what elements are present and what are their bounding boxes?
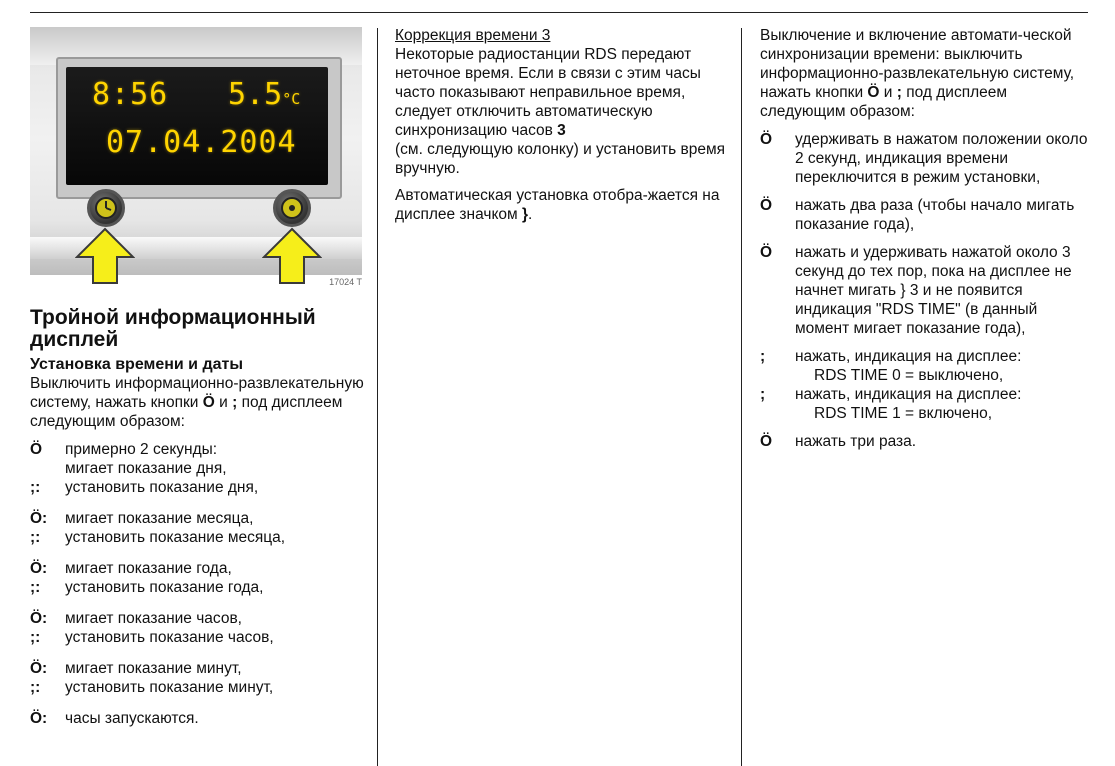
correction-text-end: (см. следующую колонку) и установить время вручную. — [395, 141, 726, 177]
list-item — [30, 609, 370, 628]
step-text: RDS TIME 0 = выключено, — [814, 367, 1004, 384]
top-rule — [30, 12, 1088, 13]
lcd-temp-unit: °C — [282, 90, 301, 108]
intro-paragraph — [30, 374, 370, 431]
lcd-time: 8:56 — [92, 77, 169, 112]
clock-button-symbol: Ö — [867, 84, 880, 101]
list-item — [30, 578, 370, 597]
step-symbol: ;: — [30, 679, 41, 696]
step-text: мигает показание года, — [65, 560, 232, 577]
step-text: примерно 2 секунды: — [65, 441, 218, 458]
section-heading: Тройной информационный дисплей — [30, 306, 316, 351]
step-symbol: ; — [760, 348, 766, 365]
list-item — [760, 366, 1090, 385]
arrow-up-icon — [262, 227, 322, 285]
list-item — [30, 628, 370, 647]
list-item — [30, 678, 370, 697]
step-symbol: Ö: — [30, 610, 48, 627]
set-button[interactable] — [273, 189, 311, 227]
step-text: RDS TIME 1 = включено, — [814, 405, 993, 422]
step-symbol: ;: — [30, 579, 41, 596]
clock-button[interactable] — [87, 189, 125, 227]
arrow-up-icon — [75, 227, 135, 285]
step-text: нажать и удерживать нажатой около 3 секунд до тех пор, пока на дисплее не начнет мигать } 3 и не появится индикация "RDS TIME" (в данный момент мигает показание года), — [795, 244, 1072, 337]
step-text: установить показание дня, — [65, 479, 259, 496]
step-symbol: ;: — [30, 629, 41, 646]
step-symbol: ;: — [30, 529, 41, 546]
sync-intro-end: под дисплеем следующим образом: — [760, 84, 1008, 120]
step-text: нажать, индикация на дисплее: — [795, 348, 1022, 365]
list-item — [760, 243, 1090, 338]
list-item — [760, 196, 1090, 234]
step-symbol: Ö — [760, 433, 773, 450]
list-item — [30, 528, 370, 547]
lcd-temperature — [228, 77, 300, 112]
list-item — [30, 478, 370, 497]
step-symbol: Ö — [760, 197, 773, 214]
step-symbol: ;: — [30, 479, 41, 496]
column-1 — [30, 307, 370, 728]
step-symbol: Ö — [760, 244, 773, 261]
intro-and: и — [214, 394, 233, 411]
list-item — [760, 130, 1090, 187]
clock-button-symbol: Ö — [202, 394, 215, 411]
list-item — [760, 404, 1090, 423]
correction-text: Некоторые радиостанции RDS передают неточное время. Если в связи с этим часы часто показывают неправильное время, следует отключить автоматическую синхронизацию часов — [395, 46, 701, 139]
column-2 — [395, 26, 730, 224]
intro-text-end: под дисплеем следующим образом: — [30, 394, 343, 430]
auto-set-paragraph — [395, 186, 730, 224]
step-text: нажать два раза (чтобы начало мигать показание года), — [795, 197, 1075, 233]
step-symbol: Ö: — [30, 560, 48, 577]
dot-circle-icon — [280, 196, 304, 220]
step-symbol: Ö: — [30, 710, 48, 727]
list-item — [30, 559, 370, 578]
step-text: установить показание года, — [65, 579, 264, 596]
step-text: мигает показание дня, — [65, 460, 227, 477]
set-button-symbol: ; — [232, 394, 238, 411]
correction-paragraph — [395, 45, 730, 178]
list-item — [30, 459, 370, 478]
sync-symbol: } — [522, 206, 529, 223]
step-text: установить показание месяца, — [65, 529, 286, 546]
step-text: мигает показание часов, — [65, 610, 242, 627]
intro-text: Выключить информационно-развлекательную систему, нажать кнопки — [30, 375, 364, 411]
list-item — [760, 347, 1090, 366]
sync-intro-text: Выключение и включение автомати-ческой синхронизации времени: выключить информационно-развлекательную систему, нажать кнопки — [760, 27, 1075, 101]
list-item — [30, 709, 370, 728]
lcd-screen — [66, 67, 328, 185]
subsection-heading: Установка времени и даты — [30, 356, 244, 373]
step-text: удерживать в нажатом положении около 2 секунд, индикация времени переключится в режим установки, — [795, 131, 1088, 186]
list-item — [760, 432, 1090, 451]
set-button-symbol: ; — [896, 84, 902, 101]
clock-icon — [94, 196, 118, 220]
column-3 — [760, 26, 1090, 451]
lcd-date: 07.04.2004 — [106, 125, 297, 160]
sync-intro-paragraph — [760, 26, 1090, 121]
step-text: мигает показание месяца, — [65, 510, 254, 527]
step-text: установить показание часов, — [65, 629, 274, 646]
step-symbol: Ö: — [30, 510, 48, 527]
step-symbol: Ö — [760, 131, 773, 148]
auto-set-text: Автоматическая установка отобра-жается на дисплее значком — [395, 187, 720, 223]
step-text: нажать три раза. — [795, 433, 917, 450]
step-text: нажать, индикация на дисплее: — [795, 386, 1022, 403]
rds-symbol: 3 — [557, 122, 566, 139]
correction-heading: Коррекция времени 3 — [395, 27, 551, 44]
column-divider-left — [377, 28, 378, 766]
step-text: установить показание минут, — [65, 679, 274, 696]
list-item — [30, 509, 370, 528]
lcd-temp-value: 5.5 — [228, 77, 283, 112]
list-item — [30, 659, 370, 678]
list-item — [760, 385, 1090, 404]
step-symbol: Ö: — [30, 660, 48, 677]
auto-set-period: . — [528, 206, 533, 223]
list-item — [30, 440, 370, 459]
display-photo — [30, 27, 362, 292]
step-text: часы запускаются. — [65, 710, 199, 727]
column-divider-right — [741, 28, 742, 766]
intro-and: и — [879, 84, 897, 101]
step-text: мигает показание минут, — [65, 660, 242, 677]
step-symbol: Ö — [30, 441, 43, 458]
figure-code: 17024 T — [329, 277, 362, 287]
step-symbol: ; — [760, 386, 766, 403]
